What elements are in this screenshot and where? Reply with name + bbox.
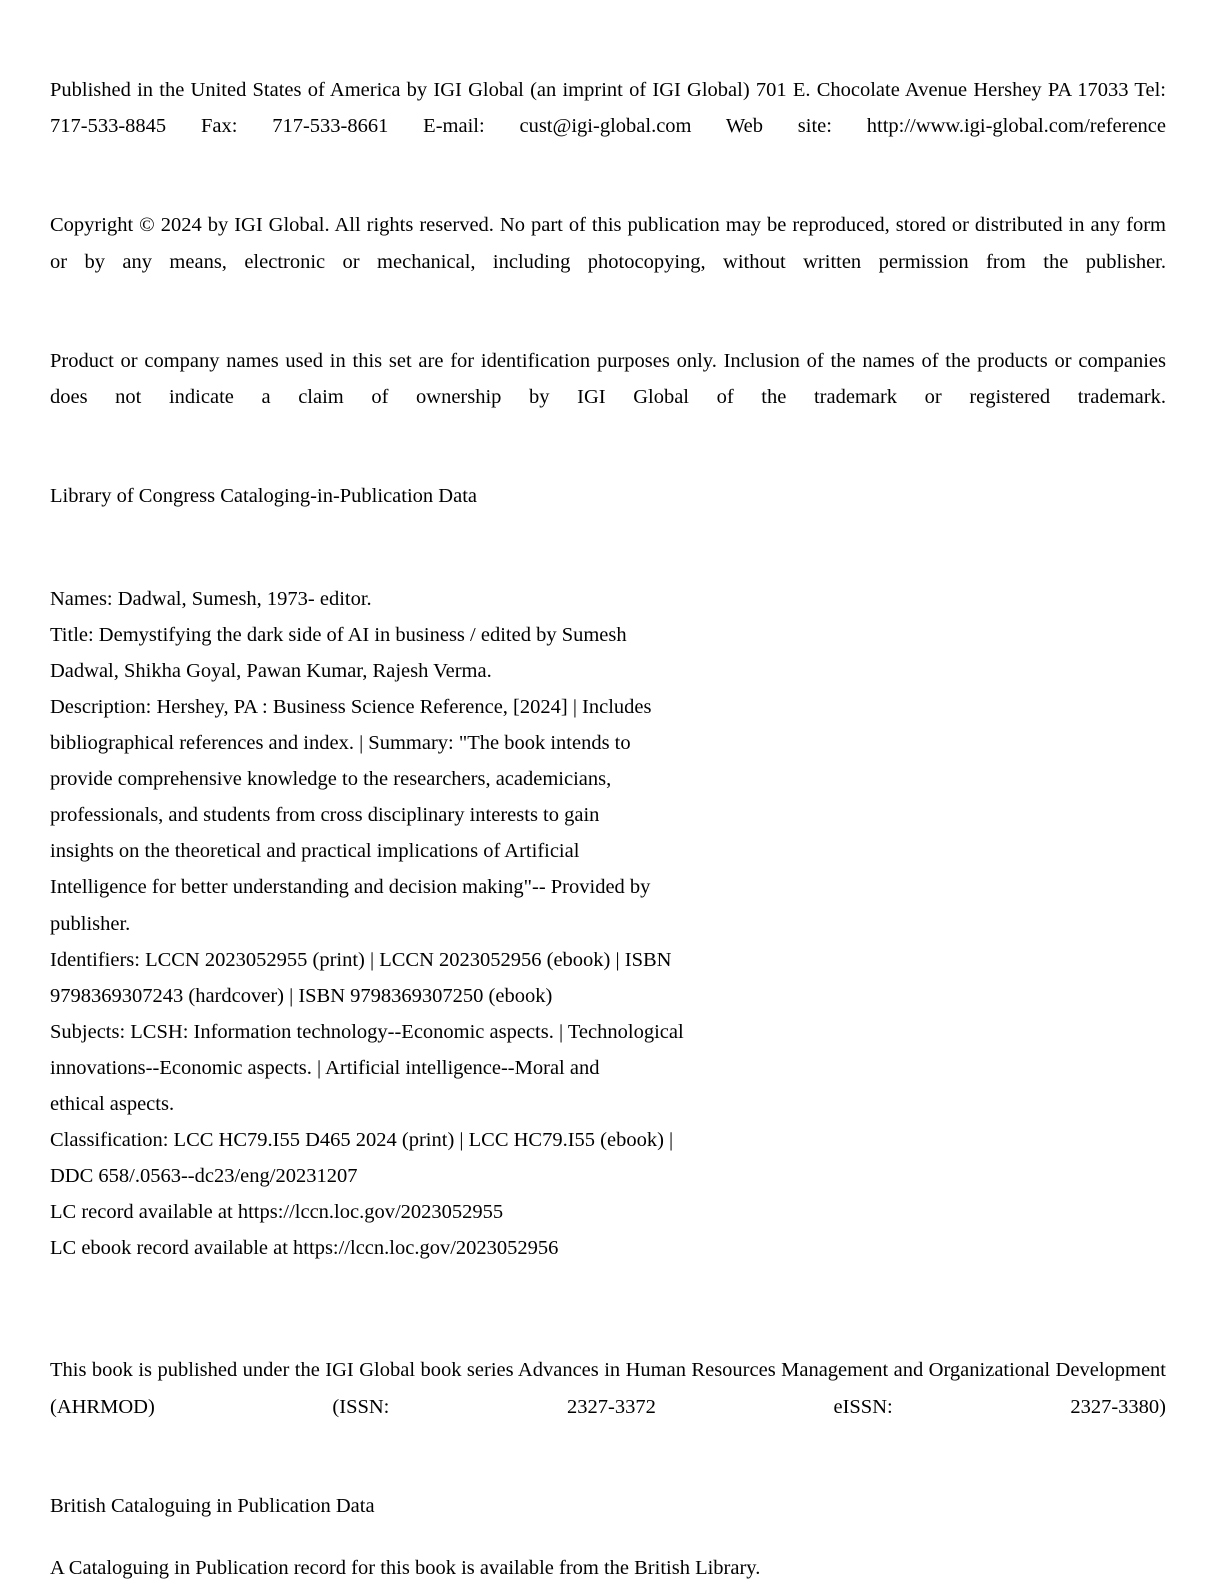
cip-line: Names: Dadwal, Sumesh, 1973- editor. <box>50 587 372 610</box>
trademark-notice-paragraph: Product or company names used in this set are for identification purposes only. Inclusion of the names of the products or companies does not indicate a claim of ownership by IGI Global of the trademark or registered trademark. <box>50 349 1166 409</box>
cip-line: innovations--Economic aspects. | Artificial intelligence--Moral and <box>50 1056 600 1079</box>
cip-line: ethical aspects. <box>50 1092 175 1115</box>
british-cip-heading: British Cataloguing in Publication Data <box>50 1494 375 1517</box>
cip-line: LC ebook record available at https://lccn.loc.gov/2023052956 <box>50 1237 559 1260</box>
cip-line: Classification: LCC HC79.I55 D465 2024 (print) | LCC HC79.I55 (ebook) | <box>50 1129 674 1152</box>
cip-line: LC record available at https://lccn.loc.gov/2023052955 <box>50 1201 504 1224</box>
copyright-notice-paragraph: Copyright © 2024 by IGI Global. All rights reserved. No part of this publication may be reproduced, stored or distributed in any form or by any means, electronic or mechanical, including photocopying, without written permission from the publisher. <box>50 214 1166 273</box>
loc-cip-heading: Library of Congress Cataloging-in-Publication Data <box>50 485 477 508</box>
cip-line: Identifiers: LCCN 2023052955 (print) | LCCN 2023052956 (ebook) | ISBN <box>50 948 672 971</box>
cip-line: Title: Demystifying the dark side of AI in business / edited by Sumesh <box>50 623 627 646</box>
spacer <box>50 541 1166 581</box>
cip-line: Dadwal, Shikha Goyal, Pawan Kumar, Rajesh Verma. <box>50 660 492 682</box>
spacer <box>50 1266 1166 1352</box>
cip-line: bibliographical references and index. | Summary: "The book intends to <box>50 732 631 755</box>
cip-line: insights on the theoretical and practical implications of Artificial <box>50 840 580 863</box>
cip-line: publisher. <box>50 912 131 935</box>
cip-line: 9798369307243 (hardcover) | ISBN 9798369307250 (ebook) <box>50 984 553 1007</box>
publisher-address-paragraph: Published in the United States of America by IGI Global (an imprint of IGI Global) 701 E. Chocolate Avenue Hershey PA 17033 Tel: 717-533-8845 Fax: 717-533-8661 E-mail: cust@igi-global.com Web site: http://www.igi-global.com/reference <box>50 79 1166 138</box>
british-library-note: A Cataloguing in Publication record for this book is available from the British Library. <box>50 1557 761 1580</box>
cip-line: DDC 658/.0563--dc23/eng/20231207 <box>50 1165 358 1188</box>
book-series-paragraph: This book is published under the IGI Global book series Advances in Human Resources Management and Organizational Development (AHRMOD) (ISSN: 2327-3372 eISSN: 2327-3380) <box>50 1359 1166 1418</box>
cip-line: Subjects: LCSH: Information technology--Economic aspects. | Technological <box>50 1020 684 1043</box>
cip-line: professionals, and students from cross disciplinary interests to gain <box>50 804 600 827</box>
cip-data-block <box>50 581 810 1266</box>
cip-line: Intelligence for better understanding and decision making"-- Provided by <box>50 876 651 899</box>
cip-line: Description: Hershey, PA : Business Science Reference, [2024] | Includes <box>50 696 652 719</box>
cip-line: provide comprehensive knowledge to the researchers, academicians, <box>50 768 612 791</box>
